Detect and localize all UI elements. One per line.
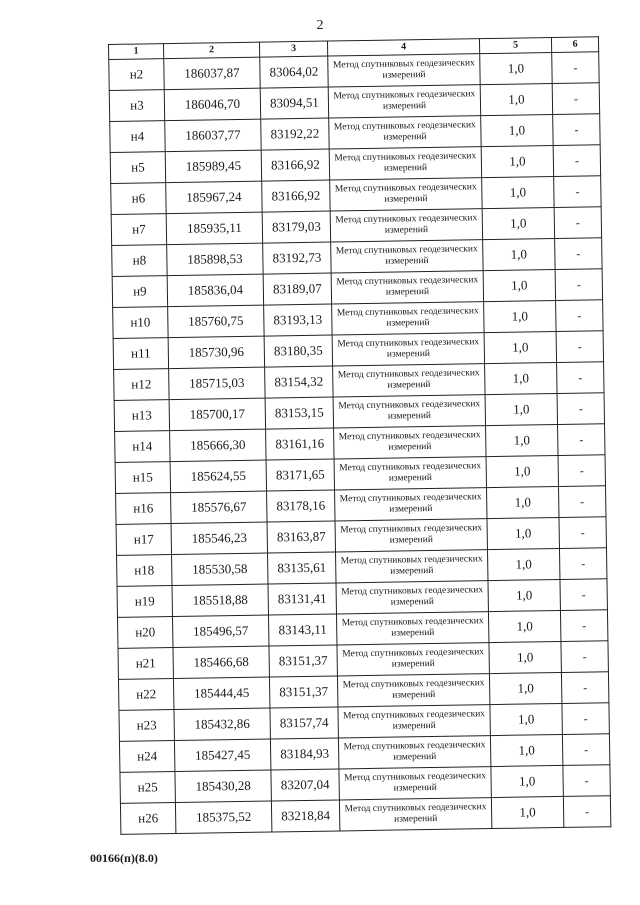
precision-value: 1,0: [482, 208, 554, 240]
point-label: н25: [120, 772, 175, 804]
point-label: н7: [111, 214, 166, 246]
method-cell: Метод спутниковых геодезических измерений: [329, 116, 481, 149]
note-cell: -: [554, 176, 601, 208]
method-cell: Метод спутниковых геодезических измерений: [330, 178, 482, 211]
point-label: н21: [118, 648, 173, 680]
note-cell: -: [552, 83, 599, 115]
column-header: 2: [164, 42, 260, 59]
precision-value: 1,0: [489, 641, 561, 673]
point-label: н11: [113, 338, 168, 370]
y-coordinate: 83161,16: [266, 428, 334, 460]
y-coordinate: 83171,65: [266, 459, 334, 491]
y-coordinate: 83143,11: [268, 614, 336, 646]
column-header: 3: [259, 41, 327, 57]
point-label: н16: [116, 493, 171, 525]
y-coordinate: 83094,51: [260, 87, 328, 119]
x-coordinate: 185700,17: [169, 398, 265, 431]
point-label: н18: [117, 555, 172, 587]
precision-value: 1,0: [483, 270, 555, 302]
x-coordinate: 185935,11: [166, 212, 262, 245]
y-coordinate: 83178,16: [267, 490, 335, 522]
x-coordinate: 185760,75: [168, 305, 264, 338]
x-coordinate: 185430,28: [175, 770, 271, 803]
precision-value: 1,0: [486, 455, 558, 487]
method-cell: Метод спутниковых геодезических измерений: [334, 457, 486, 490]
precision-value: 1,0: [489, 672, 561, 704]
point-label: н19: [117, 586, 172, 618]
precision-value: 1,0: [480, 53, 552, 85]
method-cell: Метод спутниковых геодезических измерений: [331, 271, 483, 304]
note-cell: -: [559, 548, 606, 580]
note-cell: -: [554, 207, 601, 239]
method-cell: Метод спутниковых геодезических измерений: [332, 302, 484, 335]
note-cell: -: [563, 765, 610, 797]
method-cell: Метод спутниковых геодезических измерений: [336, 612, 488, 645]
x-coordinate: 185432,86: [174, 708, 270, 741]
note-cell: -: [558, 424, 605, 456]
precision-value: 1,0: [490, 734, 562, 766]
column-header: 5: [479, 38, 551, 54]
x-coordinate: 185518,88: [172, 584, 268, 617]
note-cell: -: [556, 331, 603, 363]
y-coordinate: 83153,15: [265, 397, 333, 429]
x-coordinate: 185546,23: [171, 522, 267, 555]
method-cell: Метод спутниковых геодезических измерений: [335, 519, 487, 552]
method-cell: Метод спутниковых геодезических измерений: [336, 550, 488, 583]
point-label: н5: [110, 152, 165, 184]
note-cell: -: [562, 734, 609, 766]
note-cell: -: [560, 579, 607, 611]
note-cell: -: [556, 300, 603, 332]
point-label: н3: [109, 90, 164, 122]
point-label: н12: [114, 369, 169, 401]
x-coordinate: 185530,58: [172, 553, 268, 586]
note-cell: -: [557, 393, 604, 425]
form-code: 00166(п)(8.0): [90, 851, 158, 865]
precision-value: 1,0: [482, 177, 554, 209]
precision-value: 1,0: [484, 331, 556, 363]
point-label: н23: [119, 710, 174, 742]
method-cell: Метод спутниковых геодезических измерений: [331, 240, 483, 273]
method-cell: Метод спутниковых геодезических измерений: [328, 54, 480, 87]
method-cell: Метод спутниковых геодезических измерений: [328, 85, 480, 118]
method-cell: Метод спутниковых геодезических измерений: [336, 581, 488, 614]
x-coordinate: 186046,70: [164, 88, 260, 121]
x-coordinate: 185967,24: [166, 181, 262, 214]
x-coordinate: 185898,53: [167, 243, 263, 276]
x-coordinate: 185496,57: [173, 615, 269, 648]
point-label: н15: [115, 462, 170, 494]
y-coordinate: 83166,92: [262, 180, 330, 212]
point-label: н10: [113, 307, 168, 339]
note-cell: -: [555, 238, 602, 270]
method-cell: Метод спутниковых геодезических измерений: [339, 767, 491, 800]
precision-value: 1,0: [488, 579, 560, 611]
y-coordinate: 83192,73: [263, 242, 331, 274]
note-cell: -: [562, 703, 609, 735]
precision-value: 1,0: [481, 115, 553, 147]
y-coordinate: 83184,93: [270, 738, 338, 770]
column-header: 6: [551, 37, 598, 53]
method-cell: Метод спутниковых геодезических измерений: [337, 643, 489, 676]
point-label: н9: [112, 276, 167, 308]
table-body: [109, 52, 611, 835]
precision-value: 1,0: [484, 301, 556, 333]
note-cell: -: [553, 145, 600, 177]
x-coordinate: 185444,45: [173, 677, 269, 710]
note-cell: -: [557, 362, 604, 394]
point-label: н20: [118, 617, 173, 649]
y-coordinate: 83207,04: [271, 769, 339, 801]
x-coordinate: 185730,96: [168, 336, 264, 369]
y-coordinate: 83192,22: [261, 118, 329, 150]
y-coordinate: 83193,13: [264, 304, 332, 336]
precision-value: 1,0: [485, 362, 557, 394]
x-coordinate: 185715,03: [169, 367, 265, 400]
method-cell: Метод спутниковых геодезических измерений: [335, 488, 487, 521]
precision-value: 1,0: [488, 610, 560, 642]
method-cell: Метод спутниковых геодезических измерений: [333, 395, 485, 428]
y-coordinate: 83218,84: [271, 800, 339, 832]
y-coordinate: 83157,74: [270, 707, 338, 739]
note-cell: -: [560, 610, 607, 642]
y-coordinate: 83166,92: [261, 149, 329, 181]
precision-value: 1,0: [491, 765, 563, 797]
method-cell: Метод спутниковых геодезических измерений: [338, 705, 490, 738]
note-cell: -: [553, 114, 600, 146]
point-label: н24: [119, 741, 174, 773]
method-cell: Метод спутниковых геодезических измерений: [339, 798, 491, 831]
x-coordinate: 185427,45: [174, 739, 270, 772]
method-cell: Метод спутниковых геодезических измерений: [333, 364, 485, 397]
precision-value: 1,0: [480, 84, 552, 116]
point-label: н6: [111, 183, 166, 215]
column-header: 4: [327, 39, 479, 56]
table-row: [120, 796, 610, 835]
y-coordinate: 83151,37: [269, 645, 337, 677]
note-cell: -: [552, 52, 599, 84]
precision-value: 1,0: [485, 393, 557, 425]
x-coordinate: 185466,68: [173, 646, 269, 679]
precision-value: 1,0: [490, 703, 562, 735]
x-coordinate: 186037,77: [165, 119, 261, 152]
note-cell: -: [561, 641, 608, 673]
x-coordinate: 185666,30: [170, 429, 266, 462]
note-cell: -: [559, 517, 606, 549]
coordinates-table-wrapper: [108, 36, 610, 835]
x-coordinate: 186037,87: [164, 57, 260, 90]
coordinates-table: [108, 36, 611, 835]
precision-value: 1,0: [487, 548, 559, 580]
y-coordinate: 83131,41: [268, 583, 336, 615]
note-cell: -: [561, 672, 608, 704]
y-coordinate: 83154,32: [265, 366, 333, 398]
x-coordinate: 185624,55: [170, 460, 266, 493]
precision-value: 1,0: [486, 424, 558, 456]
x-coordinate: 185375,52: [175, 801, 271, 834]
precision-value: 1,0: [491, 796, 563, 828]
y-coordinate: 83189,07: [263, 273, 331, 305]
note-cell: -: [558, 455, 605, 487]
y-coordinate: 83135,61: [268, 552, 336, 584]
point-label: н26: [120, 803, 175, 835]
y-coordinate: 83151,37: [269, 676, 337, 708]
method-cell: Метод спутниковых геодезических измерений: [334, 426, 486, 459]
point-label: н4: [110, 121, 165, 153]
point-label: н17: [116, 524, 171, 556]
page-number: 2: [316, 18, 324, 33]
precision-value: 1,0: [487, 517, 559, 549]
precision-value: 1,0: [487, 486, 559, 518]
x-coordinate: 185576,67: [171, 491, 267, 524]
point-label: н8: [112, 245, 167, 277]
column-header: 1: [109, 44, 164, 60]
precision-value: 1,0: [481, 146, 553, 178]
note-cell: -: [563, 796, 610, 828]
y-coordinate: 83179,03: [262, 211, 330, 243]
y-coordinate: 83064,02: [260, 56, 328, 88]
method-cell: Метод спутниковых геодезических измерений: [329, 147, 481, 180]
x-coordinate: 185989,45: [165, 150, 261, 183]
point-label: н2: [109, 59, 164, 91]
method-cell: Метод спутниковых геодезических измерений: [338, 736, 490, 769]
precision-value: 1,0: [483, 239, 555, 271]
point-label: н14: [115, 431, 170, 463]
method-cell: Метод спутниковых геодезических измерений: [332, 333, 484, 366]
note-cell: -: [555, 269, 602, 301]
method-cell: Метод спутниковых геодезических измерений: [337, 674, 489, 707]
method-cell: Метод спутниковых геодезических измерений: [330, 209, 482, 242]
x-coordinate: 185836,04: [167, 274, 263, 307]
point-label: н13: [114, 400, 169, 432]
y-coordinate: 83163,87: [267, 521, 335, 553]
point-label: н22: [118, 679, 173, 711]
note-cell: -: [559, 486, 606, 518]
y-coordinate: 83180,35: [264, 335, 332, 367]
